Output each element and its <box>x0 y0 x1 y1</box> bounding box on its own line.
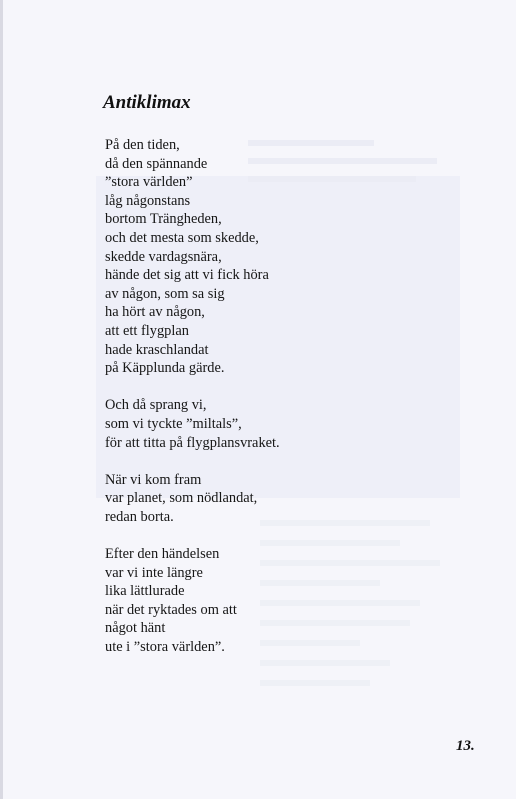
poem-line: På den tiden, <box>105 137 180 153</box>
poem-line: av någon, som sa sig <box>105 285 225 302</box>
poem-line: ha hört av någon, <box>105 304 205 321</box>
poem-line: var vi inte längre <box>105 564 203 581</box>
poem-line: som vi tyckte ”miltals”, <box>105 415 242 432</box>
poem-line: på Käpplunda gärde. <box>105 360 225 377</box>
poem-line: Och då sprang vi, <box>105 397 207 414</box>
poem-body <box>105 136 405 675</box>
stanza-3 <box>105 471 405 527</box>
stanza-1 <box>105 136 405 378</box>
poem-line: ”stora världen” <box>105 174 193 191</box>
page-number: 13. <box>456 738 475 754</box>
stanza-2 <box>105 396 405 452</box>
poem-line: att ett flygplan <box>105 322 189 339</box>
poem-line: redan borta. <box>105 508 174 525</box>
poem-line: När vi kom fram <box>105 471 202 488</box>
poem-line: ute i ”stora världen”. <box>105 639 225 656</box>
poem-line: och det mesta som skedde, <box>105 229 259 246</box>
poem-line: då den spännande <box>105 155 208 172</box>
poem-line: något hänt <box>105 620 166 637</box>
poem-line: var planet, som nödlandat, <box>105 490 258 507</box>
poem-title: Antiklimax <box>103 92 191 113</box>
poem-line: lika lättlurade <box>105 583 185 600</box>
poem-line: när det ryktades om att <box>105 601 237 618</box>
poem-line: hade kraschlandat <box>105 341 209 358</box>
poem-line: låg någonstans <box>105 192 191 209</box>
page-edge-shadow <box>0 0 3 799</box>
poem-line: Efter den händelsen <box>105 546 220 563</box>
poem-line: för att titta på flygplansvraket. <box>105 434 280 451</box>
poem-line: bortom Trängheden, <box>105 211 222 228</box>
stanza-4 <box>105 545 405 657</box>
poem-line: skedde vardagsnära, <box>105 248 222 265</box>
poem-line: hände det sig att vi fick höra <box>105 267 269 284</box>
